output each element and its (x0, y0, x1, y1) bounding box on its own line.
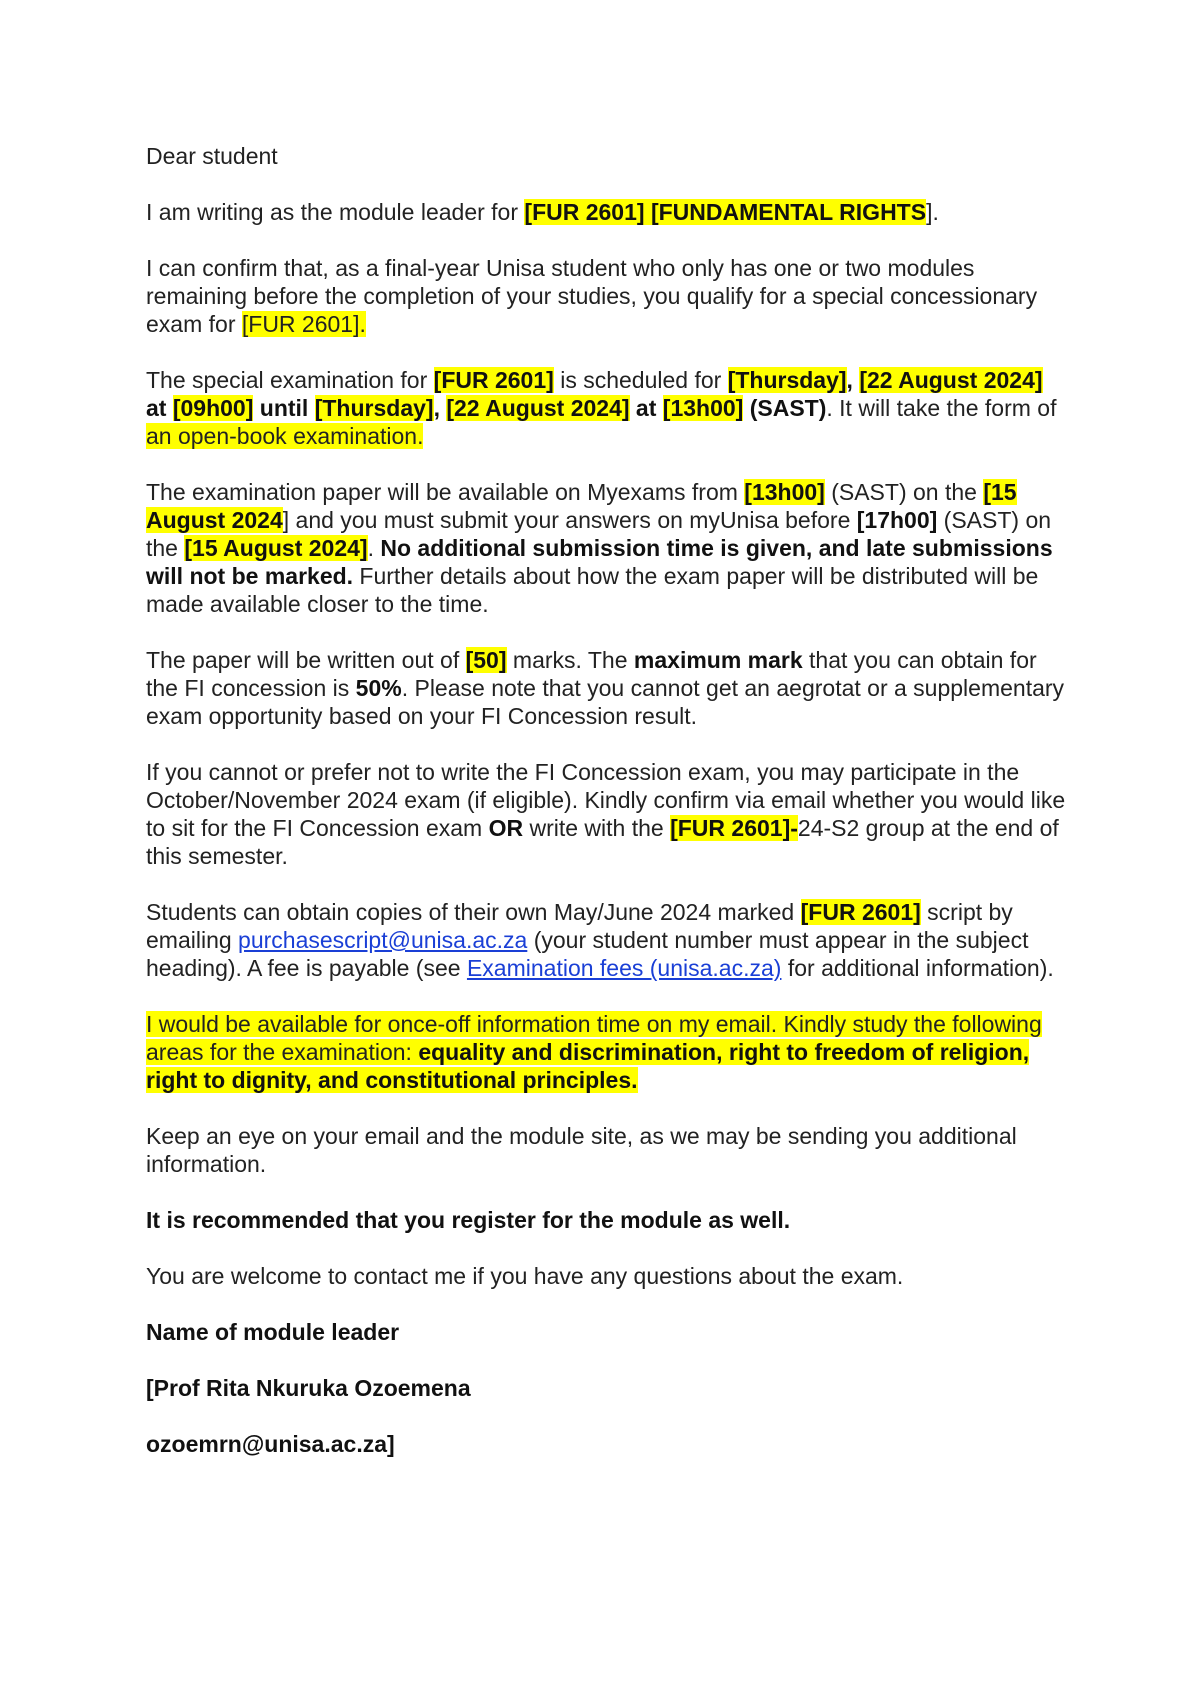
letter-body (146, 142, 1066, 1486)
signature-email-text: ozoemrn@unisa.ac.za] (146, 1431, 395, 1457)
scripts-text-2: script by emailing (146, 899, 1013, 953)
intro-end: ]. (926, 199, 939, 225)
schedule-paragraph (146, 366, 1066, 450)
max-mark-label: maximum mark (633, 647, 803, 673)
schedule-at-2: at (629, 395, 663, 421)
availability-text-2: (SAST) on the (824, 479, 984, 505)
schedule-comma-1: , (846, 367, 860, 393)
alternative-text-3: 24-S2 group at the end of this semester. (146, 815, 1059, 869)
max-mark-percent: 50% (355, 675, 402, 701)
availability-text-4: (SAST) on the (146, 507, 1052, 561)
submission-warning: No additional submission time is given, and late submissions will not be marked. (146, 535, 1053, 589)
marks-text-3: that you can obtain for the FI concession is (146, 647, 1037, 701)
module-name: [FUNDAMENTAL RIGHTS (650, 199, 927, 225)
submit-time: [17h00] (856, 507, 938, 533)
schedule-day-start: [Thursday] (727, 367, 847, 393)
marks-text-4: . Please note that you cannot get an aegrotat or a supplementary exam opportunity based on your FI Concession result. (146, 675, 1065, 729)
scripts-text-1: Students can obtain copies of their own May/June 2024 marked (146, 899, 801, 925)
availability-paragraph (146, 478, 1066, 618)
alternative-or: OR (488, 815, 524, 841)
marks-paragraph (146, 646, 1066, 730)
schedule-at-1: at (146, 395, 173, 421)
schedule-time-end: [13h00] (662, 395, 744, 421)
alternative-text-2: write with the (523, 815, 671, 841)
scripts-text-4: for additional information). (781, 955, 1054, 981)
schedule-timezone: (SAST) (743, 395, 827, 421)
available-date: [15 August 2024 (146, 479, 1017, 533)
examination-fees-link[interactable]: Examination fees (unisa.ac.za) (466, 955, 782, 981)
marks-text-2: marks. The (506, 647, 634, 673)
keep-eye-paragraph: Keep an eye on your email and the module site, as we may be sending you additional information. (146, 1123, 1017, 1177)
contact-paragraph: You are welcome to contact me if you have any questions about the exam. (146, 1263, 904, 1289)
signature-block (146, 1318, 1066, 1458)
total-marks: [50] (465, 647, 507, 673)
confirm-paragraph (146, 254, 1066, 338)
schedule-module-code: [FUR 2601] (433, 367, 554, 393)
module-code: [FUR 2601] (524, 199, 645, 225)
scripts-text-3: (your student number must appear in the subject heading). A fee is payable (see (146, 927, 1029, 981)
schedule-time-start: [09h00] (172, 395, 254, 421)
signature-label (146, 1318, 1066, 1346)
alternative-paragraph (146, 758, 1066, 870)
purchase-script-email-link[interactable]: purchasescript@unisa.ac.za (238, 927, 528, 953)
available-date-close: ] (282, 507, 290, 533)
recommendation (146, 1206, 1066, 1234)
greeting: Dear student (146, 143, 278, 169)
available-time: [13h00] (744, 479, 825, 505)
recommendation-text: It is recommended that you register for the module as well. (146, 1207, 791, 1233)
schedule-day-end: [Thursday] (314, 395, 434, 421)
confirm-module-code: [FUR 2601]. (241, 311, 366, 337)
study-areas: equality and discrimination, right to freedom of religion, right to dignity, and constitutional principles. (146, 1039, 1030, 1093)
exam-form: an open-book examination. (146, 423, 424, 449)
scripts-paragraph (146, 898, 1066, 982)
schedule-date-start: [22 August 2024] (859, 367, 1043, 393)
marks-text-1: The paper will be written out of (146, 647, 466, 673)
study-areas-paragraph (146, 1010, 1066, 1094)
schedule-text-1: The special examination for (146, 367, 434, 393)
availability-text-1: The examination paper will be available on Myexams from (146, 479, 745, 505)
schedule-text-2: is scheduled for (553, 367, 728, 393)
confirm-text: I can confirm that, as a final-year Unisa student who only has one or two modules remaining before the completion of your studies, you qualify for a special concessionary exam for (146, 255, 1038, 337)
schedule-text-3: . It will take the form of (826, 395, 1057, 421)
alternative-text-1: If you cannot or prefer not to write the FI Concession exam, you may participate in the October/November 2024 exam (if eligible). Kindly confirm via email whether you would like to sit for the FI Concession exam (146, 759, 1066, 841)
signature-label-text: Name of module leader (146, 1319, 400, 1345)
availability-text-5: . (367, 535, 381, 561)
availability-text-6: Further details about how the exam paper will be distributed will be made available closer to the time. (146, 563, 1039, 617)
alternative-module-code: [FUR 2601]- (670, 815, 798, 841)
schedule-until: until (253, 395, 315, 421)
schedule-comma-2: , (433, 395, 447, 421)
schedule-date-end: [22 August 2024] (446, 395, 630, 421)
intro-text: I am writing as the module leader for (146, 199, 525, 225)
submit-date: [15 August 2024] (184, 535, 368, 561)
availability-text-3: and you must submit your answers on myUnisa before (289, 507, 857, 533)
intro-space (645, 199, 651, 225)
signature-email (146, 1430, 1066, 1458)
signature-name-text: [Prof Rita Nkuruka Ozoemena (146, 1375, 471, 1401)
signature-name (146, 1374, 1066, 1402)
intro-paragraph (146, 198, 1066, 226)
study-text: I would be available for once-off information time on my email. Kindly study the following areas for the examination: (146, 1011, 1042, 1065)
scripts-module-code: [FUR 2601] (800, 899, 921, 925)
